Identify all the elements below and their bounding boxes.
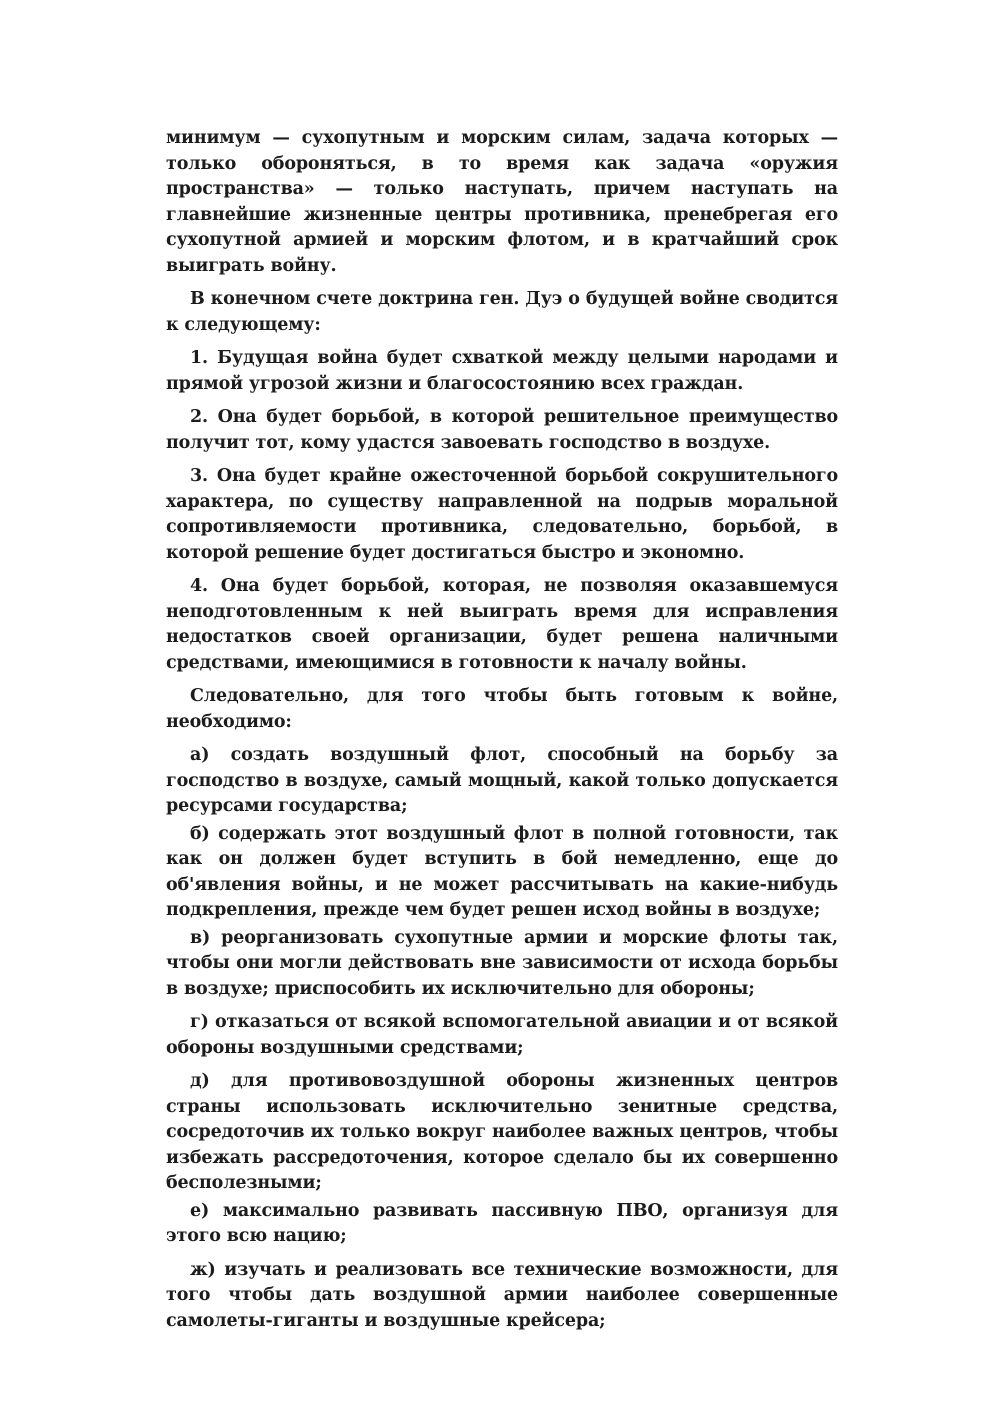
paragraph-item-v: в) реорганизовать сухопутные армии и морские флоты так, чтобы они могли действовать вне зависимости от исхода борьбы в воздухе; приспособить их исключительно для обороны; [166, 927, 838, 999]
paragraph-point-3: 3. Она будет крайне ожесточенной борьбой сокрушительного характера, по существу направленной на подрыв моральной сопротивляемости противника, следовательно, борьбой, в которой решение будет достигаться быстро и экономно. [166, 466, 838, 563]
paragraph-point-2: 2. Она будет борьбой, в которой решительное преимущество получит тот, кому удастся завоевать господство в воздухе. [166, 407, 838, 453]
paragraph-doctrine-summary: В конечном счете доктрина ген. Дуэ о будущей войне сводится к следующему: [166, 289, 838, 335]
paragraph-item-b: б) содержать этот воздушный флот в полной готовности, так как он должен будет вступить в бой немедленно, еще до об'явления войны, и не может рассчитывать на какие-нибудь подкрепления, прежде чем будет решен исход войны в воздухе; [166, 823, 838, 920]
book-page [166, 126, 838, 1342]
paragraph-item-e: е) максимально развивать пассивную ПВО, организуя для этого всю нацию; [166, 1200, 838, 1246]
paragraph-item-zh: ж) изучать и реализовать все технические возможности, для того чтобы дать воздушной армии наиболее совершенные самолеты-гиганты и воздушные крейсера; [166, 1259, 838, 1331]
paragraph-point-1: 1. Будущая война будет схваткой между целыми народами и прямой угрозой жизни и благосостоянию всех граждан. [166, 348, 838, 394]
paragraph-item-g: г) отказаться от всякой вспомогательной авиации и от всякой обороны воздушными средствами; [166, 1012, 838, 1058]
paragraph-conclusion: Следовательно, для того чтобы быть готовым к войне, необходимо: [166, 686, 838, 732]
paragraph-item-a: а) создать воздушный флот, способный на борьбу за господство в воздухе, самый мощный, какой только допускается ресурсами государства; [166, 745, 838, 816]
paragraph-intro-continuation: минимум — сухопутным и морским силам, задача которых — только обороняться, в то время как задача «оружия пространства» — только наступать, причем наступать на главнейшие жизненные центры противника, пренебрегая его сухопутной армией и морским флотом, и в кратчайший срок выиграть войну. [166, 128, 838, 276]
paragraph-point-4: 4. Она будет борьбой, которая, не позволяя оказавшемуся неподготовленным к ней выиграть время для исправления недостатков своей организации, будет решена наличными средствами, имеющимися в готовности к началу войны. [166, 576, 838, 673]
paragraph-item-d: д) для противовоздушной обороны жизненных центров страны использовать исключительно зенитные средства, сосредоточив их только вокруг наиболее важных центров, чтобы избежать рассредоточения, которое сделало бы их совершенно бесполезными; [166, 1071, 838, 1193]
